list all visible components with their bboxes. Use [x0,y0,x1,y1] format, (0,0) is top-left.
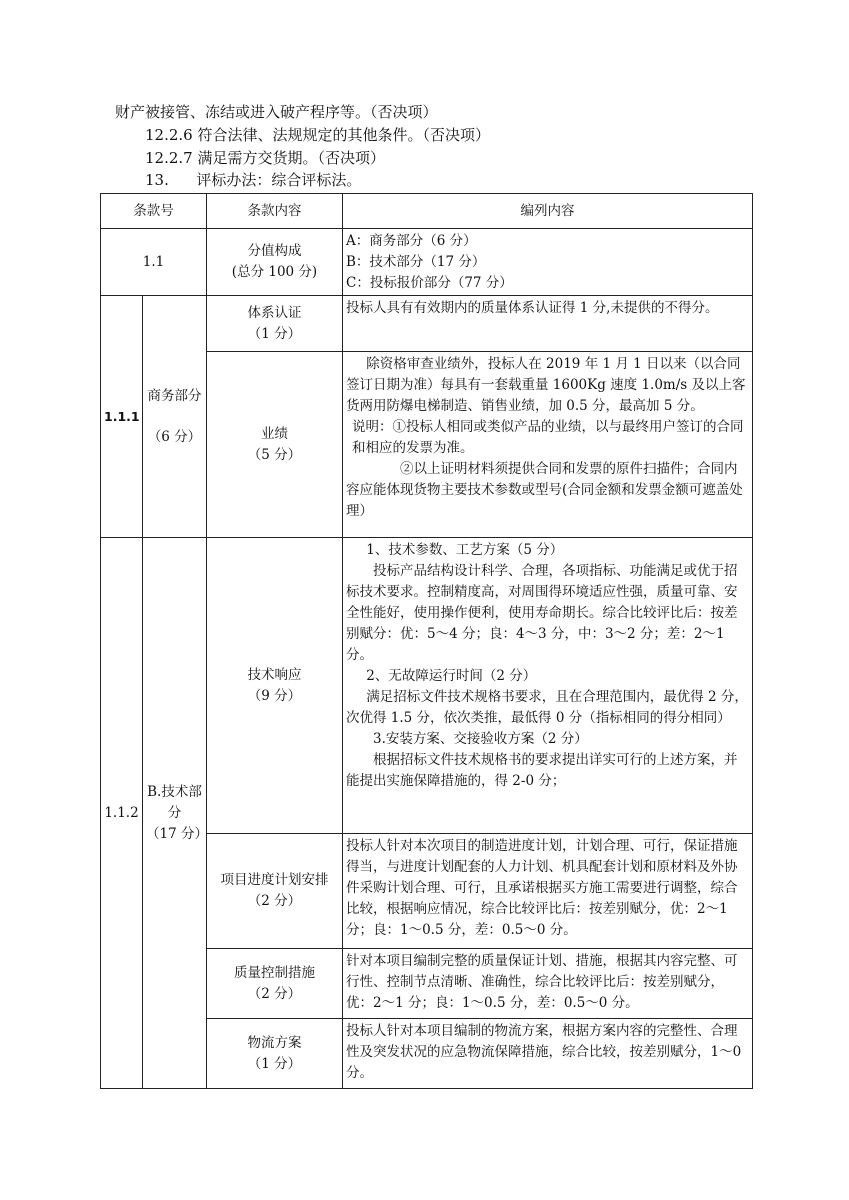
intro-line-2: 12.2.6 符合法律、法规规定的其他条件。（否决项） [145,126,490,144]
clause-name: 业绩 [261,425,288,442]
detail-paragraph: 除资格审查业绩外，投标人在 2019 年 1 月 1 日以来（以合同签订日期为准）每具有一套载重量 1600Kg 速度 1.0m/s 及以上客货两用防爆电梯制造、销售业绩，加 0.5 分，最高加 5 分。 [346,356,746,414]
clause-score: （9 分） [247,687,302,704]
table-header-row [101,194,753,229]
clause-score: （1 分） [247,1055,302,1072]
clause-score: （1 分） [247,325,302,342]
clause-content [207,538,343,834]
clause-detail [343,352,753,538]
detail-line: C：投标报价部分（77 分） [346,275,513,291]
detail-line: A：商务部分（6 分） [346,233,477,249]
header-clause-number: 条款号 [101,194,207,229]
detail-paragraph: 3.安装方案、交接验收方案（2 分） [373,731,588,747]
clause-score: （2 分） [247,985,302,1002]
clause-content [207,229,343,296]
detail-paragraph: 投标产品结构设计科学、合理，各项指标、功能满足或优于招标技术要求。控制精度高，对周围得环境适应性强，质量可靠、安全性能好，使用操作便利，使用寿命期长。综合比较评比后：按差别赋分：优：5～4 分；良：4～3 分，中：3～2 分；差：2～1 分。 [346,563,738,663]
clause-detail: 针对本项目编制完整的质量保证计划、措施，根据其内容完整、可行性、控制节点清晰、准确性，综合比较评比后：按差别赋分，优：2～1 分；良：1～0.5 分，差：0.5～0 分。 [343,949,753,1019]
detail-paragraph: 2、无故障运行时间（2 分） [366,668,537,684]
clause-number: 1.1 [101,229,207,296]
detail-paragraph: 根据招标文件技术规格书的要求提出详实可行的上述方案，并能提出实施保障措施的，得 2-0 分； [346,752,738,789]
clause-detail: 投标人针对本项目编制的物流方案，根据方案内容的完整性、合理性及突发状况的应急物流保障措施，综合比较，按差别赋分，1～0 分。 [343,1019,753,1089]
detail-paragraph: 说明：①投标人相同或类似产品的业绩，以与最终用户签订的合同和相应的发票为准。 [352,419,744,456]
detail-line: B：技术部分（17 分） [346,254,486,270]
clause-name: 体系认证 [247,304,302,321]
header-clause-content: 条款内容 [207,194,343,229]
part-label: 商务部分 [147,387,202,404]
part-name [143,538,207,1089]
part-score: （17 分） [146,825,208,842]
clause-number: 1.1.2 [101,538,143,1089]
clause-number: 1.1.1 [101,296,143,538]
scoring-table [100,193,753,1089]
clause-name: 物流方案 [247,1034,302,1051]
clause-content [207,834,343,949]
clause-detail: 投标人具有有效期内的质量体系认证得 1 分,未提供的不得分。 [343,296,753,352]
clause-score: （5 分） [247,446,302,463]
part-label: B.技术部分 [147,783,202,821]
intro-line-3: 12.2.7 满足需方交货期。（否决项） [145,149,385,167]
clause-detail: 投标人针对本次项目的制造进度计划，计划合理、可行，保证措施得当，与进度计划配套的人力计划、机具配套计划和原材料及外协件采购计划合理、可行，且承诺根据买方施工需要进行调整，综合比较，根据响应情况，综合比较评比后：按差别赋分，优：2～1 分；良：1～0.5 分，差：0.5～0 分。 [343,834,753,949]
clause-name: 分值构成 [247,243,302,259]
clause-content [207,296,343,352]
clause-content [207,352,343,538]
detail-paragraph: 1、技术参数、工艺方案（5 分） [366,542,564,558]
section-heading [145,170,361,190]
detail-paragraph: 满足招标文件技术规格书要求，且在合理范围内，最优得 2 分，次优得 1.5 分，依次类推，最低得 0 分（指标相同的得分相同） [346,689,748,726]
part-name [143,296,207,538]
clause-content [207,949,343,1019]
clause-score: (总分 100 分) [231,264,318,280]
table-row [101,538,753,834]
table-row [101,229,753,296]
section-number: 13. [145,171,169,189]
detail-paragraph: ②以上证明材料须提供合同和发票的原件扫描件；合同内容应能体现货物主要技术参数或型号(合同金额和发票金额可遮盖处理） [346,461,743,519]
clause-name: 技术响应 [247,666,302,683]
clause-detail [343,538,753,834]
clause-detail [343,229,753,296]
clause-name: 质量控制措施 [234,964,315,981]
table-row [101,296,753,352]
section-title: 评标办法：综合评标法。 [196,171,362,189]
clause-content [207,1019,343,1089]
part-score: （6 分） [147,428,202,445]
header-detail: 编列内容 [343,194,753,229]
clause-score: （2 分） [247,893,302,909]
clause-name: 项目进度计划安排 [220,872,329,888]
intro-line-1: 财产被接管、冻结或进入破产程序等。（否决项） [115,103,438,121]
